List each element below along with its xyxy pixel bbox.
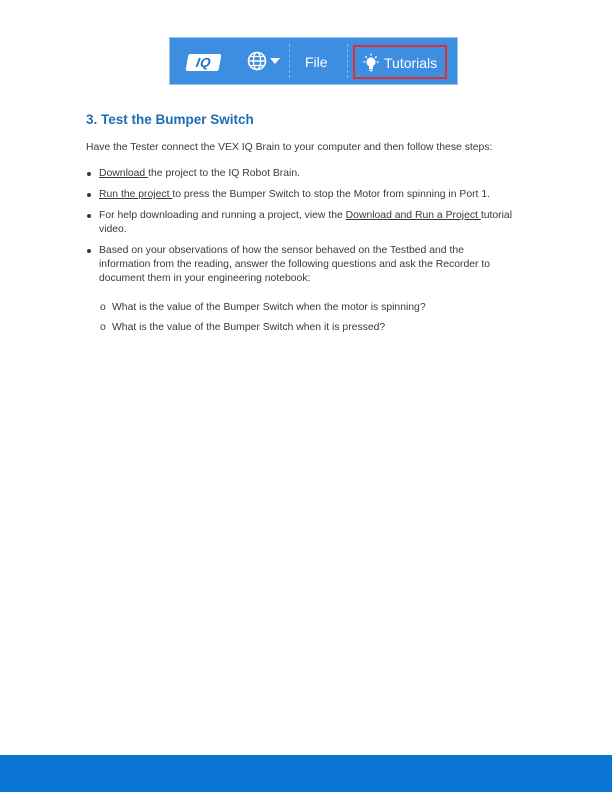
vexcode-toolbar-screenshot	[169, 37, 458, 85]
sub-bullet-icon: o	[100, 302, 106, 313]
sub-list-item	[100, 301, 530, 315]
list-item-text: the project to the IQ Robot Brain.	[148, 168, 301, 179]
intro-paragraph: Have the Tester connect the VEX IQ Brain to your computer and then follow these steps:	[86, 142, 493, 153]
list-item-text: tutorial video.	[99, 210, 513, 235]
run-project-link[interactable]: Run the project	[99, 189, 173, 200]
list-item	[86, 167, 536, 181]
download-and-run-tutorial-link[interactable]: Download and Run a Project	[345, 210, 481, 221]
toolbar-divider	[347, 44, 348, 78]
globe-icon[interactable]	[247, 51, 267, 71]
bullet-icon	[87, 193, 91, 197]
list-item	[86, 188, 536, 202]
list-item	[86, 244, 506, 286]
tutorials-button[interactable]	[353, 45, 447, 79]
footer-bar	[0, 755, 612, 792]
sub-bullet-icon: o	[100, 322, 106, 333]
tutorials-label: Tutorials	[384, 55, 438, 71]
toolbar-divider	[289, 44, 290, 78]
bullet-icon	[87, 214, 91, 218]
list-item-text: For help downloading and running a project, view the	[99, 210, 346, 221]
bullet-icon	[87, 172, 91, 176]
lightbulb-icon	[361, 53, 381, 73]
question-text: What is the value of the Bumper Switch when the motor is spinning?	[112, 302, 426, 313]
file-menu-button[interactable]: File	[305, 54, 328, 70]
sub-list-item	[100, 321, 530, 335]
list-item-text: to press the Bumper Switch to stop the Motor from spinning in Port 1.	[172, 189, 490, 200]
chevron-down-icon[interactable]	[270, 58, 280, 64]
iq-logo-icon: IQ	[186, 54, 222, 71]
section-heading: 3. Test the Bumper Switch	[86, 112, 254, 127]
bullet-icon	[87, 249, 91, 253]
download-link[interactable]: Download	[99, 168, 149, 179]
list-item	[86, 209, 526, 237]
list-item-text: Based on your observations of how the sensor behaved on the Testbed and the information from the reading, answer the following questions and ask the Recorder to document them in your engineering notebook:	[99, 245, 491, 284]
question-text: What is the value of the Bumper Switch when it is pressed?	[112, 322, 386, 333]
